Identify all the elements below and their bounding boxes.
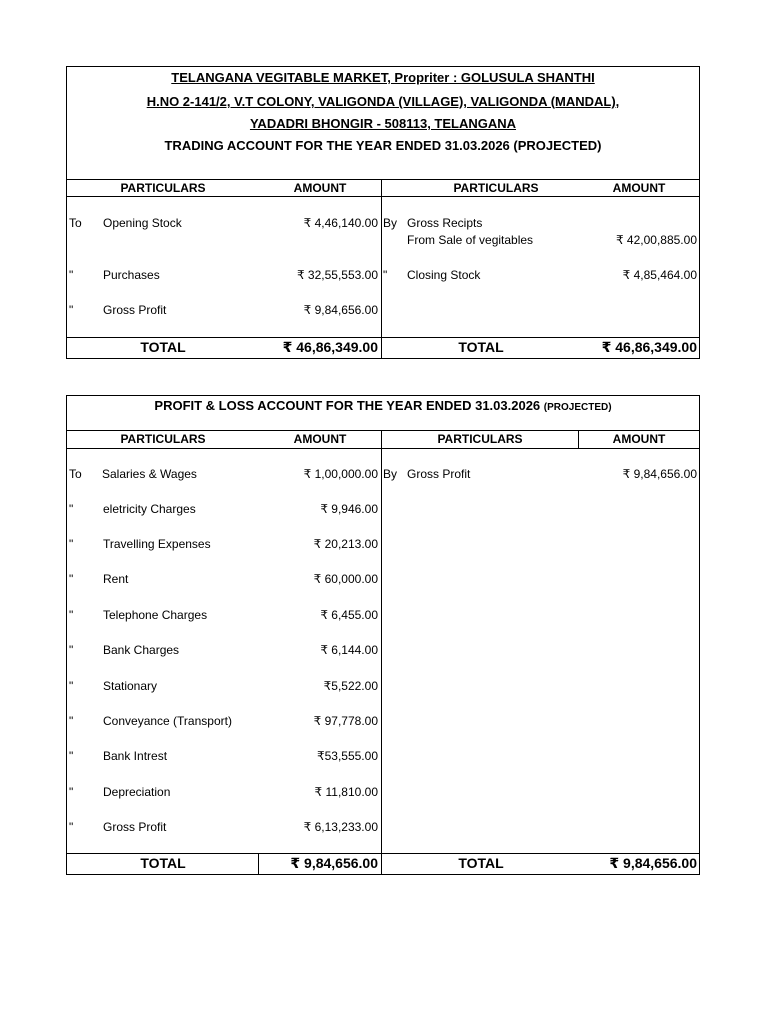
- total-amount-right: ₹ 46,86,349.00: [601, 339, 697, 355]
- trading-account-table: [66, 66, 700, 359]
- row-prefix: ": [69, 502, 74, 516]
- row-prefix: ": [69, 572, 74, 586]
- column-header-particulars-left: PARTICULARS: [120, 432, 206, 446]
- row-amount: ₹ 97,778.00: [313, 714, 378, 728]
- row-amount: ₹ 6,455.00: [320, 608, 378, 622]
- row-amount: ₹ 4,85,464.00: [622, 268, 697, 282]
- divider: [67, 337, 699, 338]
- row-amount: ₹ 6,13,233.00: [303, 820, 378, 834]
- row-label: Gross Profit: [407, 467, 471, 481]
- total-amount-left: ₹ 46,86,349.00: [282, 339, 378, 355]
- row-amount: ₹ 9,84,656.00: [303, 303, 378, 317]
- row-amount: ₹ 9,84,656.00: [622, 467, 697, 481]
- address-line-1: H.NO 2-141/2, V.T COLONY, VALIGONDA (VILLAGE), VALIGONDA (MANDAL),: [146, 94, 620, 109]
- row-label-continuation: From Sale of vegitables: [407, 233, 534, 247]
- row-prefix: ": [69, 749, 74, 763]
- row-prefix: ": [69, 820, 74, 834]
- column-header-particulars-left: PARTICULARS: [120, 181, 206, 195]
- row-prefix: By: [383, 216, 398, 230]
- column-divider: [381, 179, 382, 359]
- column-header-amount-left: AMOUNT: [293, 432, 347, 446]
- row-prefix: ": [69, 303, 74, 317]
- row-label: Rent: [103, 572, 129, 586]
- trading-account-title: TRADING ACCOUNT FOR THE YEAR ENDED 31.03.2026 (PROJECTED): [164, 138, 602, 153]
- profit-loss-table: [66, 395, 700, 875]
- profit-loss-title-main: PROFIT & LOSS ACCOUNT FOR THE YEAR ENDED 31.03.2026: [154, 398, 541, 413]
- row-amount: ₹ 1,00,000.00: [303, 467, 378, 481]
- row-amount: ₹ 20,213.00: [313, 537, 378, 551]
- divider: [67, 430, 699, 431]
- row-prefix: ": [69, 268, 74, 282]
- profit-loss-title: [67, 398, 699, 413]
- profit-loss-title-suffix: (PROJECTED): [543, 402, 612, 413]
- row-amount: ₹ 60,000.00: [313, 572, 378, 586]
- row-amount: ₹53,555.00: [316, 749, 378, 763]
- firm-name-header: TELANGANA VEGITABLE MARKET, Propriter : GOLUSULA SHANTHI: [171, 70, 595, 85]
- total-label-left: TOTAL: [140, 855, 186, 871]
- column-header-amount-left: AMOUNT: [293, 181, 347, 195]
- row-amount: ₹ 4,46,140.00: [303, 216, 378, 230]
- row-label: Depreciation: [103, 785, 171, 799]
- row-prefix: ": [69, 714, 74, 728]
- total-label-right: TOTAL: [458, 339, 504, 355]
- row-label: Travelling Expenses: [103, 537, 211, 551]
- row-prefix: ": [69, 537, 74, 551]
- row-label: Purchases: [103, 268, 160, 282]
- row-prefix: By: [383, 467, 398, 481]
- row-label: Salaries & Wages: [102, 467, 197, 481]
- row-label: Telephone Charges: [103, 608, 208, 622]
- divider: [67, 448, 699, 449]
- row-label: Bank Charges: [103, 643, 180, 657]
- row-prefix: ": [383, 268, 388, 282]
- row-label: Gross Profit: [103, 303, 167, 317]
- total-label-left: TOTAL: [140, 339, 186, 355]
- total-amount-left: ₹ 9,84,656.00: [290, 855, 378, 871]
- row-label: Opening Stock: [103, 216, 182, 230]
- row-amount: ₹ 11,810.00: [314, 785, 378, 799]
- row-amount: ₹5,522.00: [323, 679, 378, 693]
- total-amount-right: ₹ 9,84,656.00: [609, 855, 697, 871]
- row-amount: ₹ 42,00,885.00: [615, 233, 697, 247]
- row-label: Closing Stock: [407, 268, 481, 282]
- row-amount: ₹ 6,144.00: [320, 643, 378, 657]
- row-prefix: ": [69, 608, 74, 622]
- column-header-amount-right: AMOUNT: [612, 432, 666, 446]
- row-label: Stationary: [103, 679, 158, 693]
- row-prefix: To: [69, 216, 82, 230]
- row-amount: ₹ 9,946.00: [320, 502, 378, 516]
- address-line-2: YADADRI BHONGIR - 508113, TELANGANA: [249, 116, 517, 131]
- row-label: Conveyance (Transport): [103, 714, 232, 728]
- column-header-particulars-right: PARTICULARS: [453, 181, 539, 195]
- divider: [67, 853, 699, 854]
- row-prefix: To: [69, 467, 82, 481]
- column-header-amount-right: AMOUNT: [612, 181, 666, 195]
- column-header-particulars-right: PARTICULARS: [437, 432, 523, 446]
- row-prefix: ": [69, 785, 74, 799]
- row-label: eletricity Charges: [103, 502, 196, 516]
- total-label-right: TOTAL: [458, 855, 504, 871]
- row-amount: ₹ 32,55,553.00: [296, 268, 378, 282]
- divider: [67, 196, 699, 197]
- divider: [67, 179, 699, 180]
- row-label: Bank Intrest: [103, 749, 168, 763]
- row-label: Gross Profit: [103, 820, 167, 834]
- row-prefix: ": [69, 679, 74, 693]
- column-divider: [381, 430, 382, 875]
- row-prefix: ": [69, 643, 74, 657]
- row-label: Gross Recipts: [407, 216, 483, 230]
